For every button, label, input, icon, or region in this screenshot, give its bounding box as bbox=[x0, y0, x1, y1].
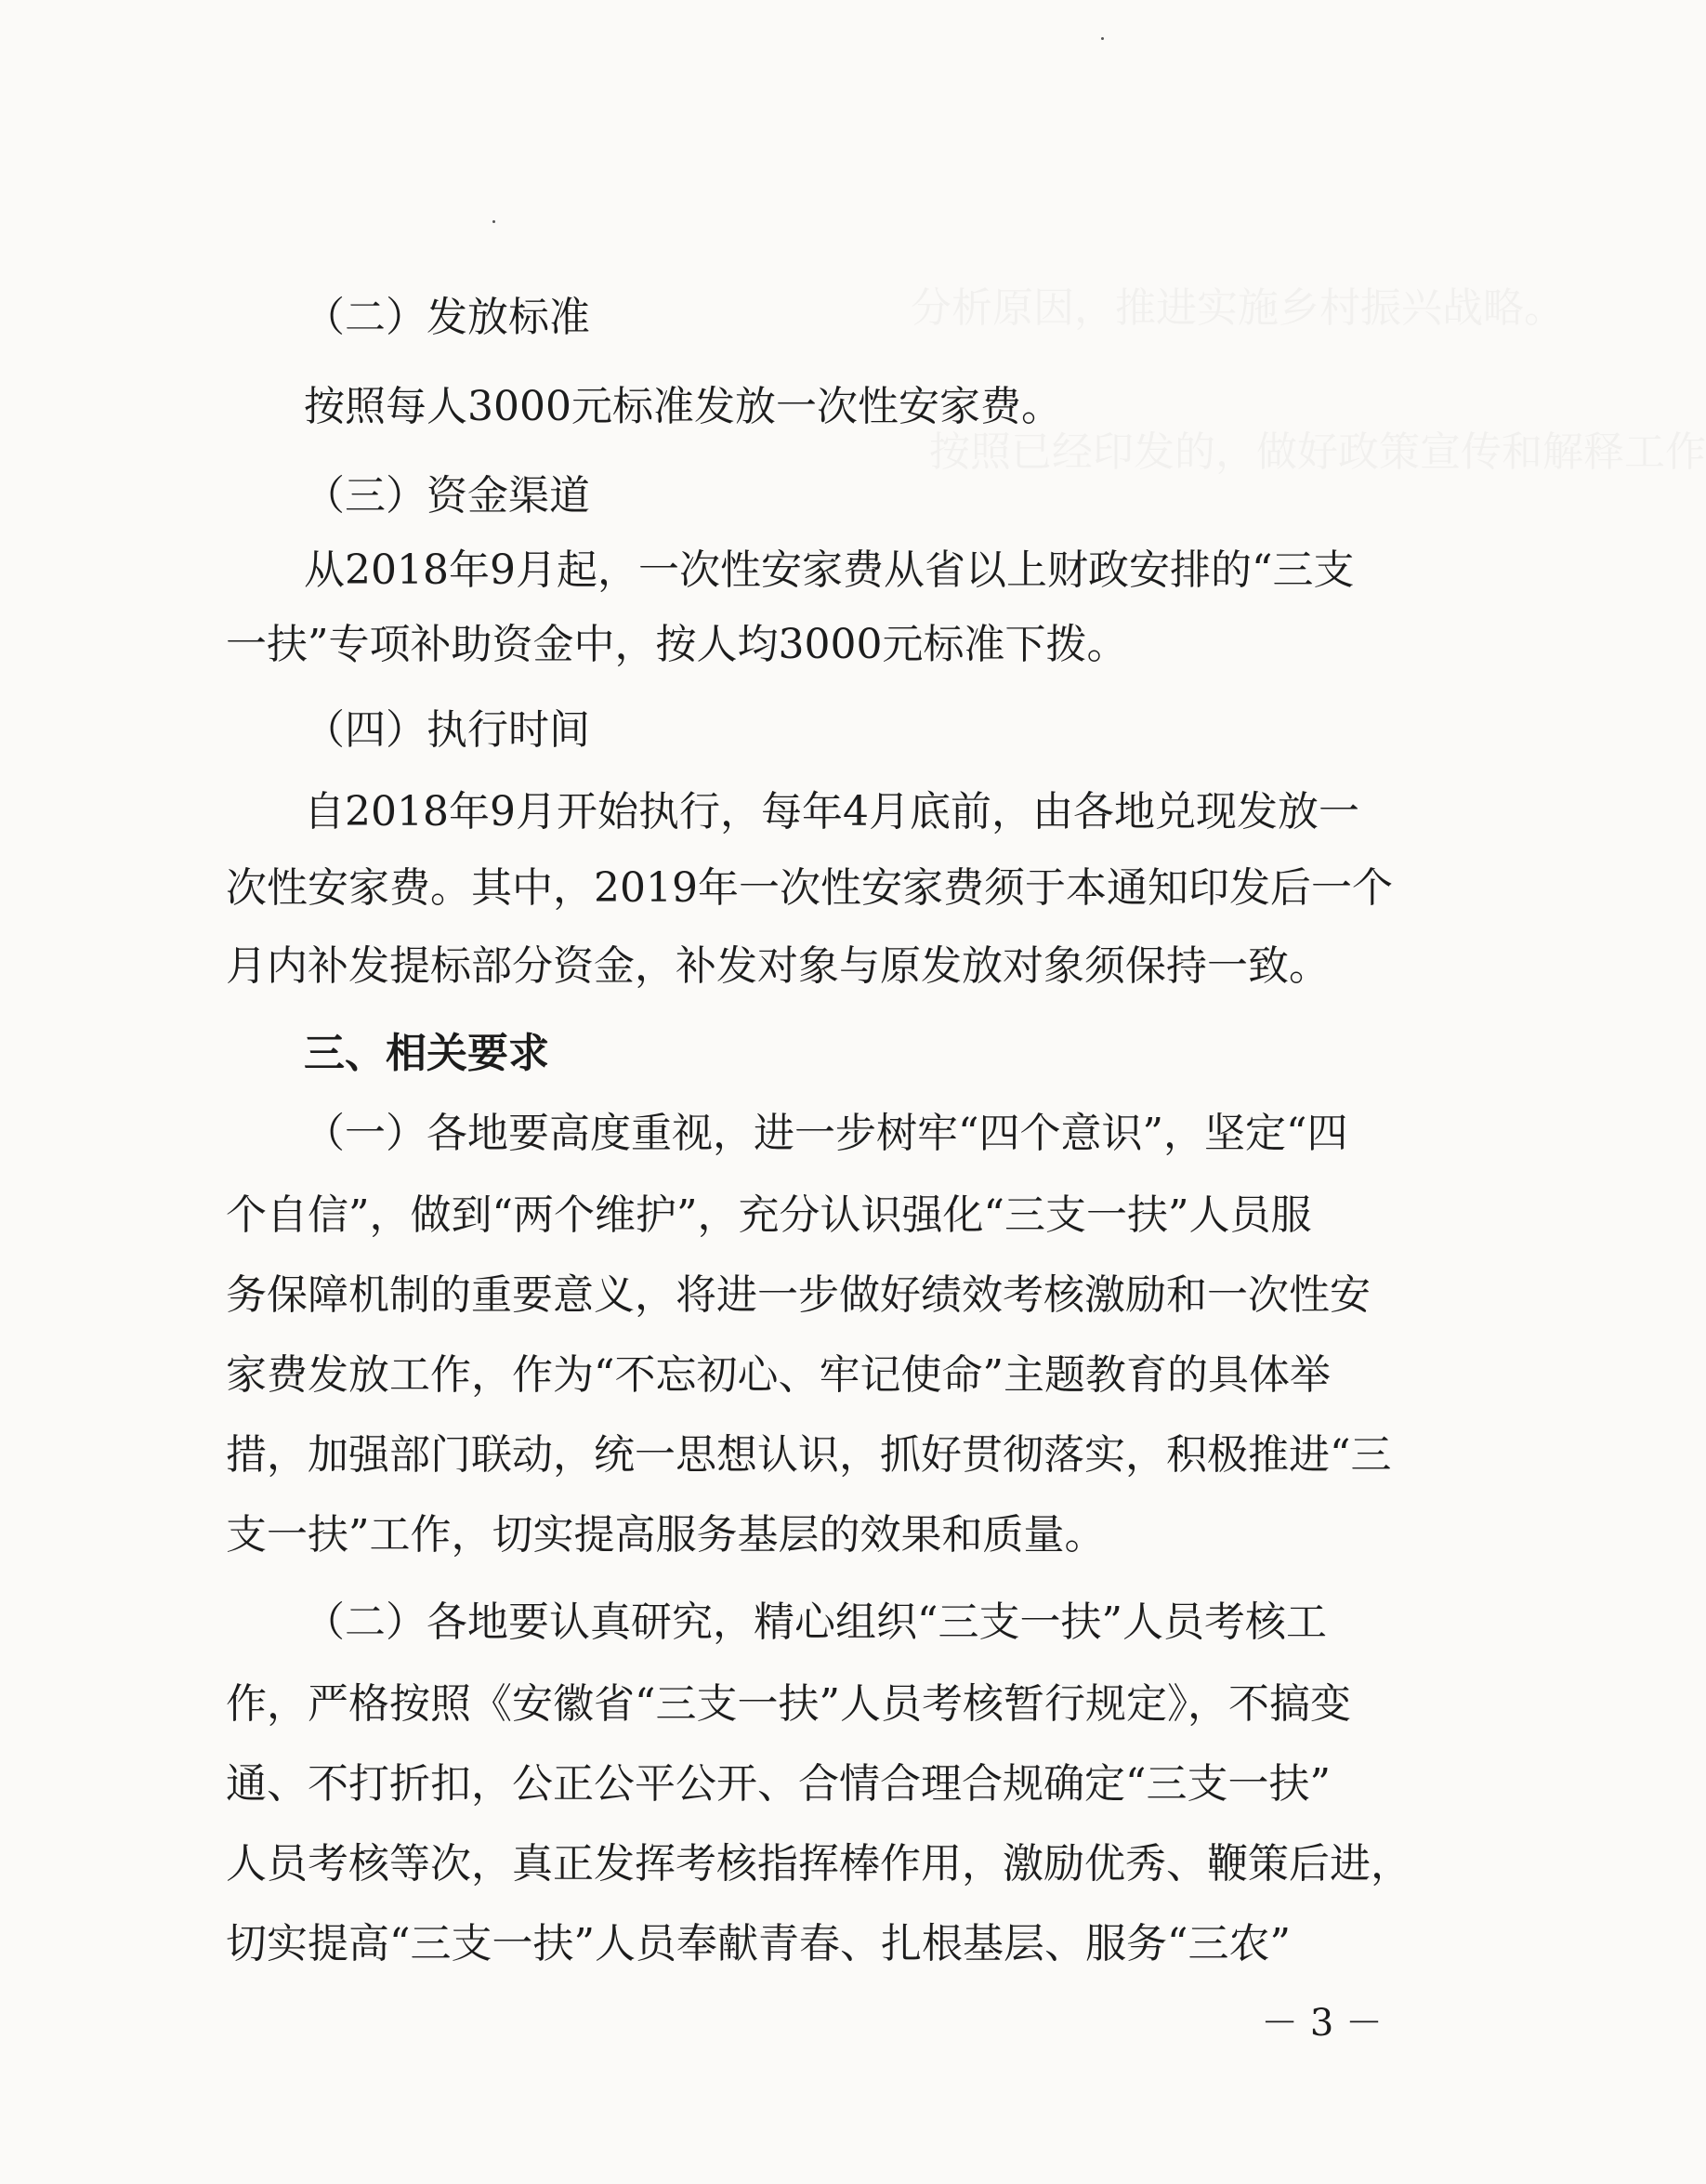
body-line: 人员考核等次，真正发挥考核指挥棒作用，激励优秀、鞭策后进， bbox=[226, 1840, 1411, 1888]
subheading-execution-time: （四）执行时间 bbox=[304, 706, 590, 754]
page-number: － 3 － bbox=[1261, 2002, 1383, 2045]
body-line: 作，严格按照《安徽省“三支一扶”人员考核暂行规定》，不搞变 bbox=[226, 1680, 1351, 1728]
section-heading-related-requirements: 三、相关要求 bbox=[304, 1030, 549, 1077]
subheading-funding-channel: （三）资金渠道 bbox=[304, 472, 590, 520]
body-line: 家费发放工作，作为“不忘初心、牢记使命”主题教育的具体举 bbox=[226, 1351, 1331, 1399]
body-line: 月内补发提标部分资金，补发对象与原发放对象须保持一致。 bbox=[226, 942, 1330, 990]
bleed-through-text: 按照已经印发的，做好政策宣传和解释工作 bbox=[929, 428, 1706, 476]
body-line: 措，加强部门联动，统一思想认识，抓好贯彻落实，积极推进“三 bbox=[226, 1431, 1392, 1479]
body-line: 通、不打折扣，公正公平公开、合情合理合规确定“三支一扶” bbox=[226, 1760, 1331, 1808]
body-line: 按照每人3000元标准发放一次性安家费。 bbox=[304, 383, 1062, 430]
scan-speck bbox=[492, 220, 495, 223]
subheading-issuance-standard: （二）发放标准 bbox=[304, 294, 590, 341]
body-line: （一）各地要高度重视，进一步树牢“四个意识”，坚定“四 bbox=[304, 1110, 1348, 1157]
body-line: 切实提高“三支一扶”人员奉献青春、扎根基层、服务“三农” bbox=[226, 1920, 1291, 1967]
body-line: 自2018年9月开始执行，每年4月底前，由各地兑现发放一 bbox=[304, 788, 1359, 835]
body-line: 一扶”专项补助资金中，按人均3000元标准下拨。 bbox=[226, 621, 1128, 668]
body-line: 支一扶”工作，切实提高服务基层的效果和质量。 bbox=[226, 1511, 1106, 1559]
body-line: 次性安家费。其中，2019年一次性安家费须于本通知印发后一个 bbox=[226, 864, 1393, 912]
body-line: （二）各地要认真研究，精心组织“三支一扶”人员考核工 bbox=[304, 1599, 1327, 1646]
body-line: 务保障机制的重要意义，将进一步做好绩效考核激励和一次性安 bbox=[226, 1271, 1371, 1319]
bleed-through-text: 分析原因，推进实施乡村振兴战略。 bbox=[911, 284, 1565, 332]
scan-speck bbox=[1101, 37, 1104, 40]
body-line: 从2018年9月起，一次性安家费从省以上财政安排的“三支 bbox=[304, 546, 1355, 594]
body-line: 个自信”，做到“两个维护”，充分认识强化“三支一扶”人员服 bbox=[226, 1191, 1312, 1239]
